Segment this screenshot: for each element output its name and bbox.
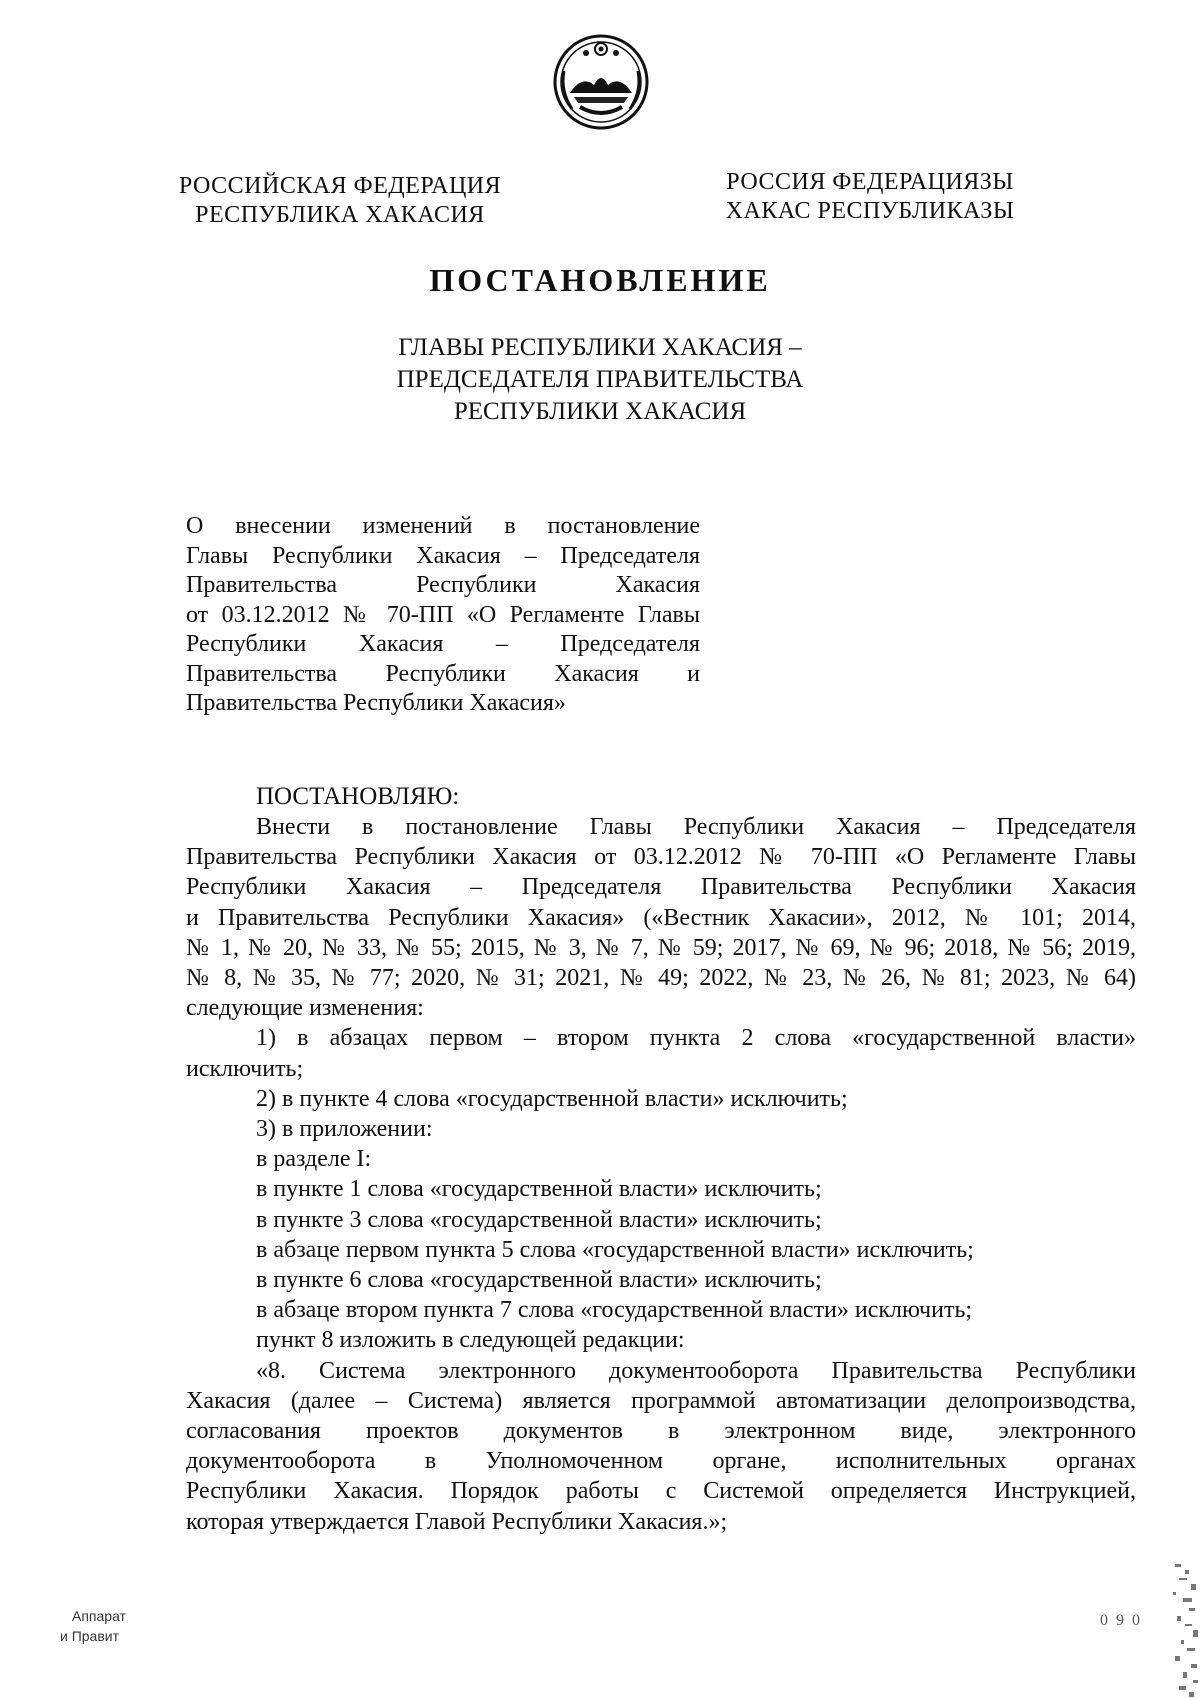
body-line: в пункте 3 слова «государственной власти» исключить; <box>256 1206 822 1233</box>
subject-line1: О внесении изменений в постановление <box>186 513 700 539</box>
body-line: 2) в пункте 4 слова «государственной власти» исключить; <box>256 1085 848 1112</box>
footer-line2: и Правит <box>60 1628 120 1644</box>
body-line: Республики Хакасия – Председателя Правительства Республики Хакасия <box>186 874 1136 901</box>
decree-word: ПОСТАНОВЛЯЮ: <box>256 783 460 810</box>
header-left <box>150 172 530 230</box>
body-line: исключить; <box>186 1055 304 1082</box>
body-line: документооборота в Уполномоченном органе, исполнительных органах <box>186 1448 1136 1475</box>
body-line: «8. Система электронного документооборота Правительства Республики <box>256 1357 1136 1384</box>
subject-line5: Республики Хакасия – Председателя <box>186 631 700 657</box>
body-line: в абзаце первом пункта 5 слова «государственной власти» исключить; <box>256 1236 974 1263</box>
subtitle-line1: ГЛАВЫ РЕСПУБЛИКИ ХАКАСИЯ – <box>398 334 802 361</box>
body-line: которая утверждается Главой Республики Хакасия.»; <box>186 1508 728 1535</box>
body-line: в пункте 6 слова «государственной власти» исключить; <box>256 1267 822 1294</box>
body-line: следующие изменения: <box>186 995 424 1022</box>
subject-line2: Главы Республики Хакасия – Председателя <box>186 542 700 569</box>
body-line: в разделе I: <box>256 1146 372 1173</box>
header-right-line2: ХАКАС РЕСПУБЛИКАЗЫ <box>725 198 1015 224</box>
subject-line6: Правительства Республики Хакасия и <box>186 660 700 687</box>
subject-line7: Правительства Республики Хакасия» <box>186 690 566 716</box>
document-body <box>186 812 1136 1537</box>
footer-stamp <box>60 1606 126 1646</box>
header-right <box>700 168 1040 226</box>
subject-line4: от 03.12.2012 № 70-ПП «О Регламенте Главы <box>186 601 700 628</box>
body-line: 3) в приложении: <box>256 1116 433 1143</box>
subtitle-line3: РЕСПУБЛИКИ ХАКАСИЯ <box>453 398 747 425</box>
scan-noise-edge <box>1155 1560 1200 1698</box>
footer-line1: Аппарат <box>72 1608 126 1624</box>
body-line: в пункте 1 слова «государственной власти» исключить; <box>256 1176 822 1203</box>
document-subject <box>186 512 700 719</box>
body-line: и Правительства Республики Хакасия» («Вестник Хакасии», 2012, № 101; 2014, <box>186 904 1136 931</box>
body-line: № 1, № 20, № 33, № 55; 2015, № 3, № 7, № 59; 2017, № 69, № 96; 2018, № 56; 2019, <box>186 934 1136 961</box>
subject-line3: Правительства Республики Хакасия <box>186 572 700 598</box>
body-line: согласования проектов документов в электронном виде, электронного <box>186 1418 1136 1445</box>
document-subtitle <box>330 332 870 428</box>
body-line: в абзаце втором пункта 7 слова «государственной власти» исключить; <box>256 1297 973 1324</box>
body-line: 1) в абзацах первом – втором пункта 2 слова «государственной власти» <box>256 1025 1136 1052</box>
header-left-line2: РЕСПУБЛИКА ХАКАСИЯ <box>195 202 485 228</box>
body-line: Хакасия (далее – Система) является программой автоматизации делопроизводства, <box>186 1387 1136 1414</box>
header-right-line1: РОССИЯ ФЕДЕРАЦИЯЗЫ <box>726 169 1014 195</box>
subtitle-line2: ПРЕДСЕДАТЕЛЯ ПРАВИТЕЛЬСТВА <box>396 366 804 393</box>
header-left-line1: РОССИЙСКАЯ ФЕДЕРАЦИЯ <box>178 173 502 199</box>
body-line: Правительства Республики Хакасия от 03.12.2012 № 70-ПП «О Регламенте Главы <box>186 844 1136 871</box>
body-line: № 8, № 35, № 77; 2020, № 31; 2021, № 49; 2022, № 23, № 26, № 81; 2023, № 64) <box>186 965 1136 992</box>
body-line: Внести в постановление Главы Республики Хакасия – Председателя <box>256 814 1136 840</box>
body-line: Республики Хакасия. Порядок работы с Системой определяется Инструкцией, <box>186 1478 1136 1505</box>
body-line: пункт 8 изложить в следующей редакции: <box>256 1327 685 1354</box>
page-number: 0 9 0 <box>1100 1612 1142 1629</box>
document-title: ПОСТАНОВЛЕНИЕ <box>429 262 771 298</box>
coat-of-arms-emblem <box>552 31 650 133</box>
